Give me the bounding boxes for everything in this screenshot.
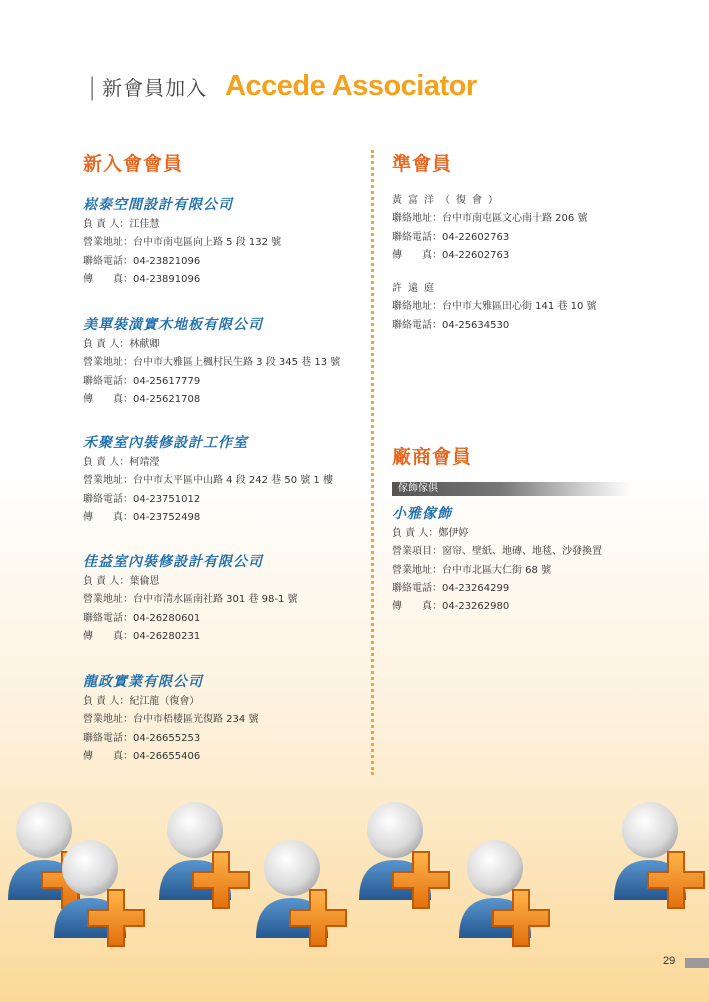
person-label: 負 責 人： xyxy=(83,576,130,587)
company-name: 崧泰空間設計有限公司 xyxy=(83,197,233,213)
address-label: 營業地址： xyxy=(83,357,133,369)
address-label: 營業地址： xyxy=(83,237,133,249)
person-label: 負 責 人： xyxy=(83,339,130,350)
associate-entry xyxy=(392,280,597,335)
fax-value: 04-25621708 xyxy=(133,393,201,405)
phone-value: 04-26280601 xyxy=(133,612,201,624)
vendor-members-title: 廠商會員 xyxy=(392,446,473,468)
fax-label: 傳 真： xyxy=(392,249,442,261)
header-title-zh: 新會員加入 xyxy=(102,76,208,100)
member-entry xyxy=(83,433,333,527)
address-value: 台中市太平區中山路 4 段 242 巷 50 號 1 樓 xyxy=(133,475,333,487)
fax-label: 傳 真： xyxy=(83,393,133,405)
person-name: 許遠庭 xyxy=(392,283,440,294)
person-label: 負 責 人： xyxy=(83,696,130,707)
add-user-icon xyxy=(614,802,704,908)
phone-value: 04-23821096 xyxy=(133,255,201,267)
fax-value: 04-22602763 xyxy=(442,249,510,261)
add-user-icon xyxy=(159,802,249,908)
items-value: 窗帘、壁紙、地磚、地毯、沙發換置 xyxy=(442,546,602,558)
fax-label: 傳 真： xyxy=(83,630,133,642)
phone-label: 聯絡電話： xyxy=(392,231,442,243)
address-value: 台中市大雅區田心街 141 巷 10 號 xyxy=(442,301,597,313)
add-user-icon xyxy=(256,840,346,946)
fax-label: 傳 真： xyxy=(83,273,133,285)
person-label: 負 責 人： xyxy=(83,219,130,230)
address-value: 台中市北區大仁街 68 號 xyxy=(442,564,552,576)
fax-label: 傳 真： xyxy=(83,511,133,523)
company-name: 龍政實業有限公司 xyxy=(83,674,203,690)
items-label: 營業項目： xyxy=(392,546,442,558)
add-user-icon xyxy=(359,802,449,908)
fax-value: 04-23262980 xyxy=(442,601,510,613)
fax-label: 傳 真： xyxy=(392,601,442,613)
company-name: 禾聚室內裝修設計工作室 xyxy=(83,435,248,451)
address-value: 台中市南屯區文心南十路 206 號 xyxy=(442,213,588,225)
category-bar: 傢飾傢俱 xyxy=(392,482,632,496)
header-title-en: Accede Associator xyxy=(225,70,477,102)
company-name: 佳益室內裝修設計有限公司 xyxy=(83,554,263,570)
fax-value: 04-26655406 xyxy=(133,750,201,762)
phone-label: 聯絡電話： xyxy=(83,612,133,624)
add-user-decoration xyxy=(0,780,709,1002)
header-bar: | xyxy=(88,73,97,101)
company-name: 小雅傢飾 xyxy=(392,506,452,522)
phone-value: 04-25617779 xyxy=(133,375,201,387)
address-value: 台中市大雅區上楓村民生路 3 段 345 巷 13 號 xyxy=(133,357,341,369)
address-value: 台中市清水區南社路 301 巷 98-1 號 xyxy=(133,594,298,606)
person-label: 負 責 人： xyxy=(83,457,130,468)
address-label: 營業地址： xyxy=(392,564,442,576)
person-value: 林献卿 xyxy=(129,339,160,350)
fax-value: 04-23752498 xyxy=(133,511,201,523)
member-entry xyxy=(83,552,298,646)
fax-label: 傳 真： xyxy=(83,750,133,762)
new-members-title: 新入會會員 xyxy=(83,153,184,175)
address-label: 聯絡地址： xyxy=(392,301,442,313)
associate-members-title: 準會員 xyxy=(392,153,453,175)
phone-label: 聯絡電話： xyxy=(392,582,442,594)
phone-label: 聯絡電話： xyxy=(392,319,442,331)
address-label: 營業地址： xyxy=(83,594,133,606)
fax-value: 04-26280231 xyxy=(133,630,201,642)
add-user-icon xyxy=(459,840,549,946)
phone-value: 04-22602763 xyxy=(442,231,510,243)
page-header xyxy=(88,70,477,104)
address-value: 台中市梧棲區光復路 234 號 xyxy=(133,714,259,726)
person-value: 葉倫恩 xyxy=(129,576,160,587)
address-label: 營業地址： xyxy=(83,475,133,487)
member-entry xyxy=(83,315,340,409)
phone-label: 聯絡電話： xyxy=(83,255,133,267)
associate-entry xyxy=(392,192,587,265)
address-label: 營業地址： xyxy=(83,714,133,726)
phone-value: 04-26655253 xyxy=(133,732,201,744)
phone-label: 聯絡電話： xyxy=(83,732,133,744)
page-number-bar xyxy=(685,958,709,968)
person-name: 黃富洋（復會） xyxy=(392,195,504,206)
address-label: 聯絡地址： xyxy=(392,213,442,225)
column-divider xyxy=(371,150,374,775)
person-label: 負 責 人： xyxy=(392,528,439,539)
phone-value: 04-23264299 xyxy=(442,582,510,594)
phone-value: 04-25634530 xyxy=(442,319,510,331)
address-value: 台中市南屯區向上路 5 段 132 號 xyxy=(133,237,282,249)
person-value: 江佳慧 xyxy=(129,219,160,230)
phone-label: 聯絡電話： xyxy=(83,375,133,387)
vendor-entry xyxy=(392,504,602,616)
phone-label: 聯絡電話： xyxy=(83,493,133,505)
member-entry xyxy=(83,672,258,766)
person-value: 鄭伊婷 xyxy=(438,528,469,539)
person-value: 柯靖瀅 xyxy=(129,457,160,468)
phone-value: 04-23751012 xyxy=(133,493,201,505)
page-number: 29 xyxy=(663,955,676,967)
fax-value: 04-23891096 xyxy=(133,273,201,285)
member-entry xyxy=(83,195,281,289)
person-value: 紀江龍（復會） xyxy=(129,696,200,707)
company-name: 美單裝潢實木地板有限公司 xyxy=(83,317,263,333)
